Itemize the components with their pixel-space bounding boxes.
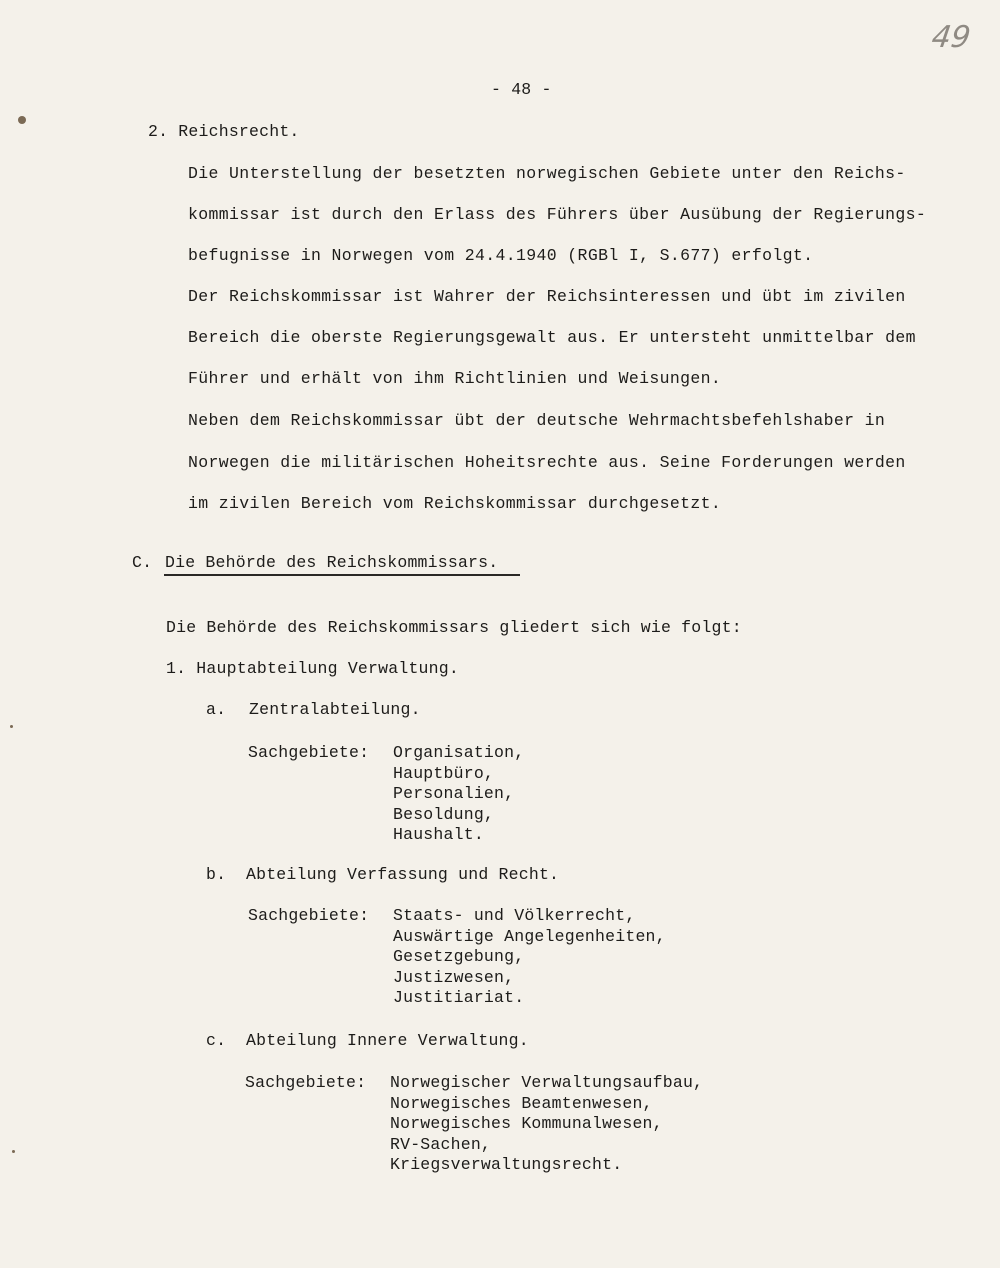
paragraph-line: befugnisse in Norwegen vom 24.4.1940 (RGBl I, S.677) erfolgt. [188,246,814,265]
subject-list [393,906,666,1009]
archive-page-number: 49 [929,20,973,55]
subsection-letter: b. [206,865,227,884]
section-heading: 2. Reichsrecht. [148,122,300,141]
paragraph-line: Die Unterstellung der besetzten norwegischen Gebiete unter den Reichs- [188,164,906,183]
page-number: - 48 - [491,80,552,99]
list-item: Justizwesen, [393,967,515,987]
subject-list [390,1073,703,1176]
list-item: Hauptbüro, [393,763,495,783]
paragraph-line: Neben dem Reichskommissar übt der deutsche Wehrmachtsbefehlshaber in [188,411,886,430]
list-item: Staats- und Völkerrecht, [393,906,636,925]
list-item: Norwegisches Kommunalwesen, [390,1114,663,1133]
subsection-title: Abteilung Innere Verwaltung. [246,1031,529,1050]
paragraph-line: Bereich die oberste Regierungsgewalt aus. Er untersteht unmittelbar dem [188,328,916,347]
paper-speck [18,116,26,124]
paragraph-line: im zivilen Bereich vom Reichskommissar durchgesetzt. [188,494,722,513]
subject-list [393,743,524,846]
list-item: Auswärtige Angelegenheiten, [393,926,666,946]
section-letter: C. [132,553,153,572]
subsection-letter: c. [206,1031,227,1050]
list-item: Gesetzgebung, [393,947,525,966]
list-item: Norwegischer Verwaltungsaufbau, [390,1073,704,1092]
list-item: Haushalt. [393,825,484,844]
subsection-title: Abteilung Verfassung und Recht. [246,865,560,884]
paper-speck [10,725,13,728]
subsection-title: Zentralabteilung. [249,700,421,719]
paragraph-line: kommissar ist durch den Erlass des Führers über Ausübung der Regierungs- [188,205,927,224]
paragraph-line: Führer und erhält von ihm Richtlinien und Weisungen. [188,369,722,388]
main-item: 1. Hauptabteilung Verwaltung. [166,659,459,678]
paragraph-line: Der Reichskommissar ist Wahrer der Reichsinteressen und übt im zivilen [188,287,906,306]
section-title-underline [164,574,520,576]
list-item: Kriegsverwaltungsrecht. [390,1155,623,1174]
list-item: RV-Sachen, [390,1134,492,1154]
list-item: Organisation, [393,743,525,762]
list-item: Norwegisches Beamtenwesen, [390,1093,653,1113]
subject-label: Sachgebiete: [245,1073,367,1092]
intro-line: Die Behörde des Reichskommissars gliedert sich wie folgt: [166,618,742,637]
list-item: Personalien, [393,784,515,803]
list-item: Justitiariat. [393,988,525,1007]
paragraph-line: Norwegen die militärischen Hoheitsrechte aus. Seine Forderungen werden [188,453,906,472]
subject-label: Sachgebiete: [248,743,370,762]
subject-label: Sachgebiete: [248,906,370,925]
list-item: Besoldung, [393,804,495,824]
subsection-letter: a. [206,700,227,719]
paper-speck [12,1150,15,1153]
section-title: Die Behörde des Reichskommissars. [165,553,499,572]
